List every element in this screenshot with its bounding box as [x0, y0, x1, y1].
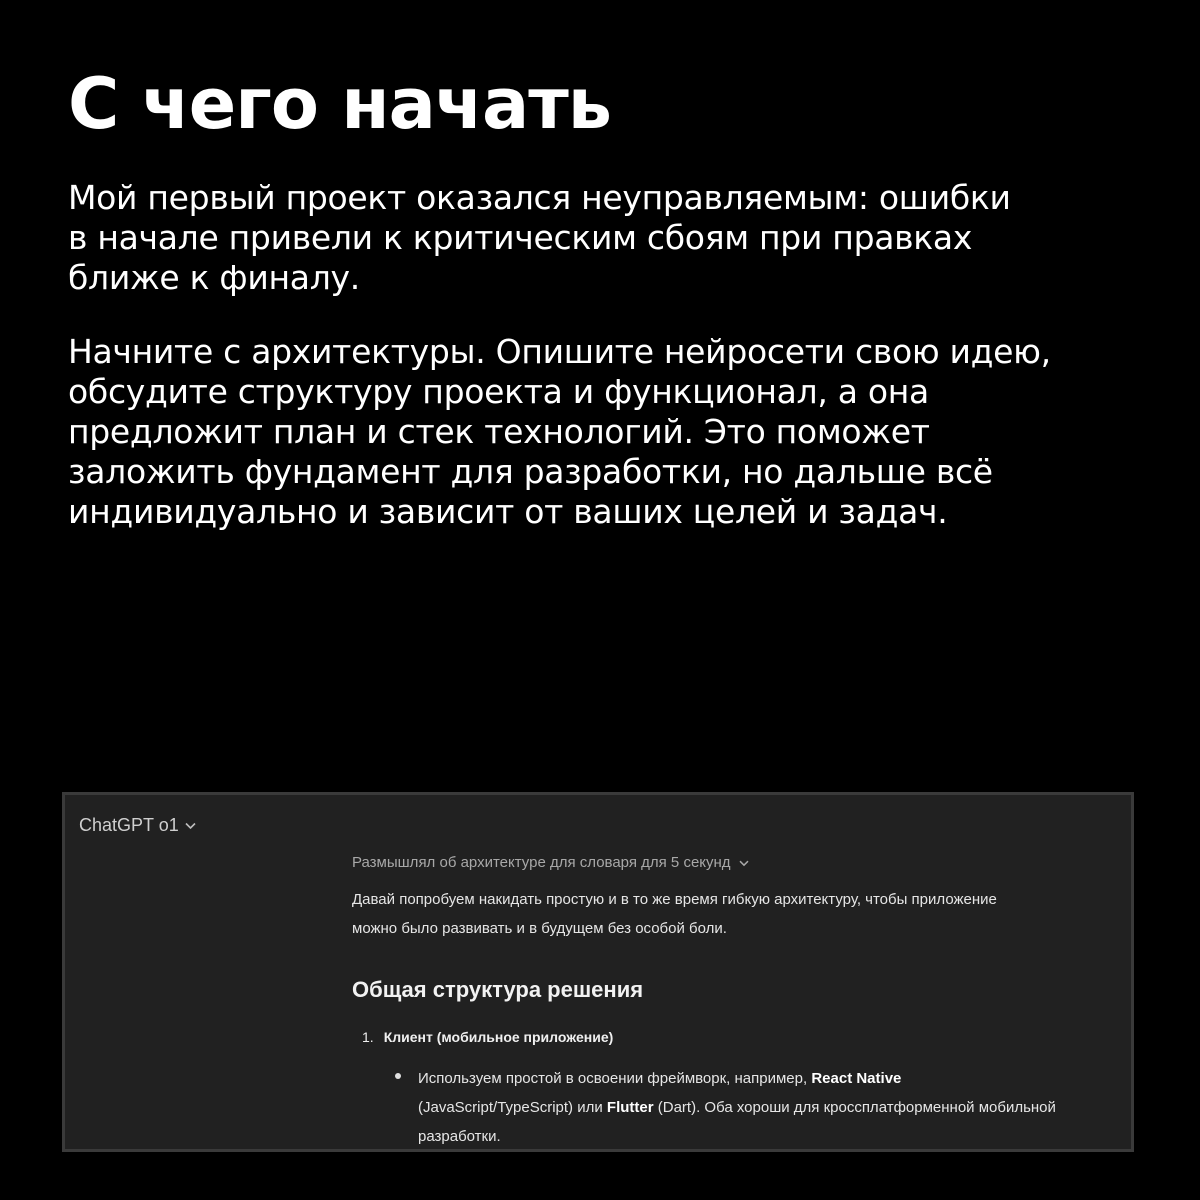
reasoning-toggle[interactable] — [352, 854, 749, 871]
bullet-dot — [395, 1073, 401, 1079]
bullet-line — [418, 1093, 1056, 1122]
reasoning-label: Размышлял об архитектуре для словаря для 5 секунд — [352, 854, 731, 871]
bullet-text-part: (Dart). Оба хороши для кроссплатформенной мобильной — [653, 1099, 1056, 1116]
list-item-number: 1. — [362, 1029, 374, 1045]
chevron-down-icon — [185, 822, 196, 830]
intro-line: в начале привели к критическим сбоям при правках — [68, 218, 973, 257]
bullet-text-part: Используем простой в освоении фреймворк, например, — [418, 1070, 812, 1087]
intro-paragraph — [68, 178, 1148, 298]
slide-title: С чего начать — [68, 63, 612, 145]
intro-line: ближе к финалу. — [68, 258, 360, 297]
model-selector[interactable] — [79, 815, 196, 836]
advice-line: Начните с архитектуры. Опишите нейросети свою идею, — [68, 332, 1051, 371]
reply-heading: Общая структура решения — [352, 977, 644, 1002]
advice-line: заложить фундамент для разработки, но дальше всё — [68, 452, 993, 491]
bullet-line — [418, 1064, 1056, 1093]
bullet-line: разработки. — [418, 1128, 501, 1145]
model-label: ChatGPT o1 — [79, 815, 179, 835]
assistant-reply — [352, 885, 1092, 943]
advice-line: индивидуально и зависит от ваших целей и задач. — [68, 492, 948, 531]
reply-line: Давай попробуем накидать простую и в то же время гибкую архитектуру, чтобы приложение — [352, 891, 997, 908]
advice-line: обсудите структуру проекта и функционал, а она — [68, 372, 929, 411]
framework-name: React Native — [811, 1070, 902, 1087]
bullet-text-part: (JavaScript/TypeScript) или — [418, 1099, 607, 1116]
list-item-label: Клиент (мобильное приложение) — [383, 1029, 614, 1045]
list-item — [362, 1029, 613, 1045]
intro-line: Мой первый проект оказался неуправляемым: ошибки — [68, 178, 1011, 217]
bullet-text — [418, 1064, 1056, 1151]
chevron-down-icon — [739, 854, 749, 871]
framework-name: Flutter — [606, 1099, 654, 1116]
advice-line: предложит план и стек технологий. Это поможет — [68, 412, 930, 451]
reply-line: можно было развивать и в будущем без особой боли. — [352, 920, 727, 937]
advice-paragraph — [68, 332, 1148, 532]
chatgpt-screenshot — [62, 792, 1134, 1152]
